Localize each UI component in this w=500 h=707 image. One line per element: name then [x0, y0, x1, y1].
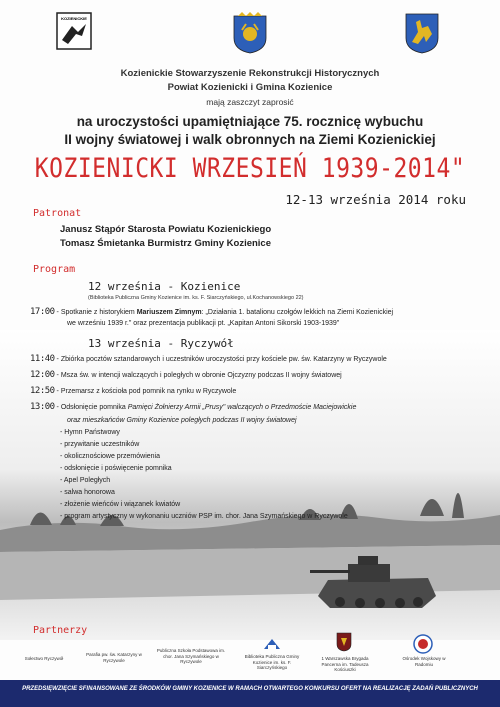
invite-text: mają zaszczyt zaprosić [206, 97, 294, 107]
gmina-crest [404, 12, 440, 58]
event-time: 12:50 [30, 386, 55, 396]
organiser-line-2: Powiat Kozienicki i Gmina Kozienice [167, 82, 333, 93]
event-time: 11:40 [30, 354, 55, 364]
event-title: KOZIENICKI WRZESIEŃ 1939-2014" [34, 154, 466, 184]
day2-title: 13 września - Ryczywół [88, 337, 234, 350]
patron-2: Tomasz Śmietanka Burmistrz Gminy Kozienice [60, 238, 271, 249]
powiat-crest [232, 12, 268, 58]
ceremony-item: - Hymn Państwowy [60, 429, 120, 436]
partner-psp: Publiczna Szkoła Podstawowa im. chor. Jana Szymańskiego w Ryczywole [156, 648, 226, 664]
event-row-continuation: we wrześniu 1939 r." oraz prezentacja publikacji pt. „Kapitan Antoni Sikorski 1903-1939" [67, 320, 340, 327]
day1-venue: (Biblioteka Publiczna Gminy Kozienice im. ks. F. Siarczyńskiego, ul.Kochanowskiego 22) [88, 295, 304, 301]
ceremony-item: - program artystyczny w wykonaniu uczniów PSP im. chor. Jana Szymańskiego w Ryczywole [60, 513, 348, 520]
occasion-line-1: na uroczystości upamiętniające 75. rocznicę wybuchu [76, 114, 424, 129]
ceremony-item: - Apel Poległych [60, 477, 111, 484]
event-row-continuation: oraz mieszkańców Gminy Kozienice poległych podczas II wojny światowej [67, 417, 297, 424]
patron-1: Janusz Stąpór Starosta Powiatu Kozienickiego [60, 224, 272, 235]
military-office-emblem-icon [413, 634, 433, 658]
event-dates: 12-13 września 2014 roku [285, 192, 466, 207]
program-heading: Program [33, 264, 76, 275]
organiser-line-1: Kozienickie Stowarzyszenie Rekonstrukcji Historycznych [120, 68, 380, 79]
event-time: 12:00 [30, 370, 55, 380]
partner-parafia: Parafia pw. św. Katarzyny w Ryczywole [86, 652, 142, 663]
event-row: 17:00 - Spotkanie z historykiem Mariuszem Zimnym: „Działania 1. batalionu czołgów lekkich na Ziemi Kozienickiej [30, 307, 394, 317]
brigade-badge-icon [336, 632, 352, 656]
event-time: 13:00 [30, 402, 55, 412]
partner-brygada: 1 Warszawska Brygada Pancerna im. Tadeusza Kościuszki [321, 656, 369, 672]
partner-solectwo: Sołectwo Ryczywół [24, 656, 64, 661]
occasion-line-2: II wojny światowej i walk obronnych na Ziemi Kozienickiej [64, 132, 436, 147]
partners-heading: Partnerzy [33, 625, 88, 636]
patronat-heading: Patronat [33, 208, 82, 219]
ceremony-item: - odsłonięcie i poświęcenie pomnika [60, 465, 172, 472]
ksrh-logo [56, 12, 92, 54]
ceremony-item: - salwa honorowa [60, 489, 115, 496]
ceremony-item: - przywitanie uczestników [60, 441, 140, 448]
event-row: 12:00 - Msza św. w intencji walczących i poległych w obronie Ojczyzny podczas II wojny światowej [30, 370, 342, 380]
event-row: 11:40 - Zbiórka pocztów sztandarowych i uczestników uroczystości przy kościele pw. św. Katarzyny w Ryczywole [30, 354, 387, 364]
event-row: 12:50 - Przemarsz z kościoła pod pomnik na rynku w Ryczywole [30, 386, 237, 396]
event-time: 17:00 [30, 307, 55, 317]
svg-text:KOZIENICKIE: KOZIENICKIE [61, 16, 87, 21]
partner-osrodek: Ośrodek Wojskowy w Radomiu [402, 656, 446, 667]
ceremony-item: - złożenie wieńców i wiązanek kwiatów [60, 501, 181, 508]
ceremony-item: - okolicznościowe przemówienia [60, 453, 160, 460]
funding-footer [0, 680, 500, 707]
library-logo-icon [263, 636, 281, 655]
event-row: 13:00 - Odsłonięcie pomnika Pamięci Żołnierzy Armii „Prusy" walczących o Przedmoście Maciejowickie [30, 402, 357, 412]
partner-biblioteka: Biblioteka Publiczna Gminy Kozienice im. ks. F. Siarczyńskiego [244, 654, 300, 670]
funding-text: PRZEDSIĘWZIĘCIE SFINANSOWANE ZE ŚRODKÓW GMINY KOZIENICE W RAMACH OTWARTEGO KONKURSU OFERT NA REALIZACJĘ ZADAŃ PUBLICZNYCH [22, 686, 478, 692]
day1-title: 12 września - Kozienice [88, 280, 241, 293]
